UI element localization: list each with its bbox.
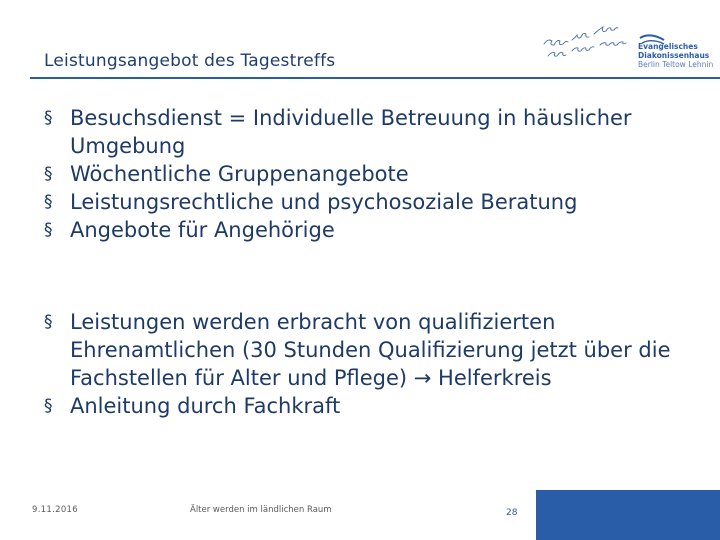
bullet-item: [44, 308, 684, 392]
footer-date: 9.11.2016: [32, 505, 78, 515]
bullet-item: [44, 392, 684, 420]
bullet-text: Wöchentliche Gruppenangebote: [70, 162, 409, 186]
bullet-list-delivery: [44, 308, 684, 420]
bullet-item: [44, 188, 684, 216]
bullet-text: Anleitung durch Fachkraft: [70, 394, 341, 418]
bullet-marker: §: [44, 396, 53, 416]
bullet-marker: §: [44, 192, 53, 212]
title-divider: [30, 77, 720, 79]
bullet-marker: §: [44, 164, 53, 184]
bullet-list-services: [44, 104, 684, 244]
footer-title: Älter werden im ländlichen Raum: [190, 505, 332, 515]
bullet-text: Leistungen werden erbracht von qualifizierten Ehrenamtlichen (30 Stunden Qualifizierung jetzt über die Fachstellen für Alter und Pflege) → Helferkreis: [70, 310, 671, 390]
bullet-marker: §: [44, 108, 53, 128]
bullet-text: Angebote für Angehörige: [70, 218, 335, 242]
footer-accent-block: [536, 490, 720, 540]
bullet-marker: §: [44, 312, 53, 332]
slide-title: Leistungsangebot des Tagestreffs: [44, 51, 336, 71]
bullet-text: Besuchsdienst = Individuelle Betreuung in häuslicher Umgebung: [70, 106, 632, 158]
bullet-item: [44, 160, 684, 188]
logo-name-line2: Diakonissenhaus: [638, 51, 710, 60]
logo-wordmark: [638, 42, 713, 69]
logo-name-line3: Berlin Teltow Lehnin: [638, 60, 714, 69]
bullet-text: Leistungsrechtliche und psychosoziale Beratung: [70, 190, 578, 214]
bullet-item: [44, 104, 684, 160]
logo-script-graphic: [538, 18, 648, 60]
logo-name-line1: Evangelisches: [638, 42, 698, 51]
page-number: 28: [506, 508, 518, 518]
organization-logo: [530, 14, 720, 74]
bullet-marker: §: [44, 220, 53, 240]
bullet-item: [44, 216, 684, 244]
